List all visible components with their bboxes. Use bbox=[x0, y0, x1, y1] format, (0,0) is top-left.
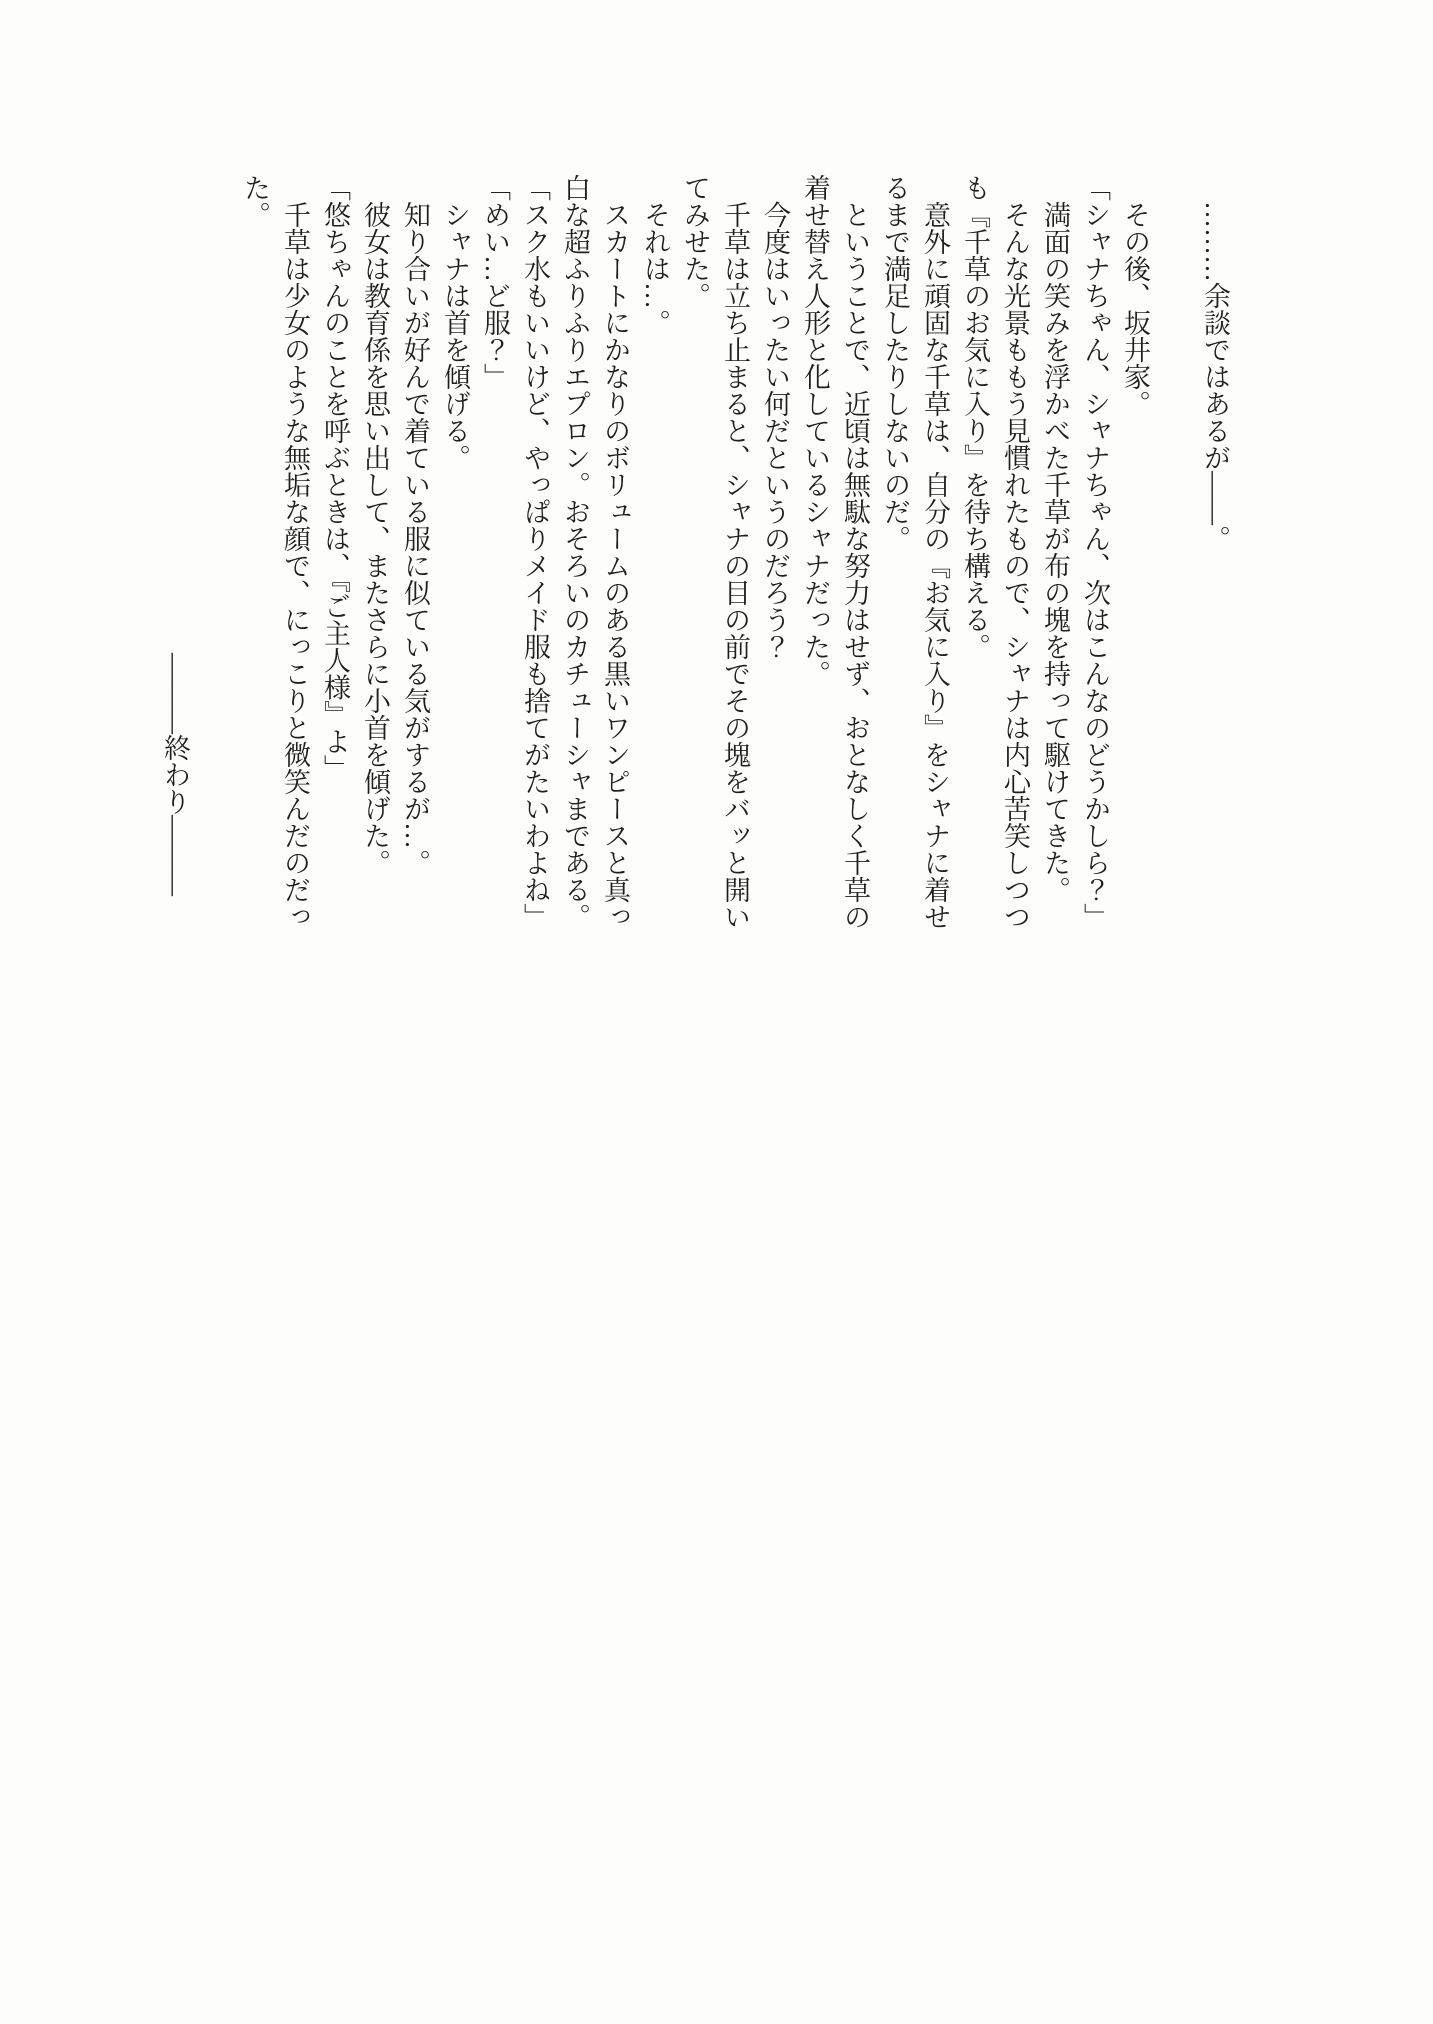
text-line: 千草は少女のような無垢な顔で、にっこりと微笑んだのだっ bbox=[280, 201, 310, 930]
text-line: 知り合いが好んで着ている服に似ている気がするが…。 bbox=[400, 201, 430, 876]
text-line: 「めい…ど服？」 bbox=[480, 174, 510, 390]
text-line: 意外に頑固な千草は、自分の『お気に入り』をシャナに着せ bbox=[920, 201, 950, 930]
text-line: 白な超ふりふりエプロン。おそろいのカチューシャまである。 bbox=[560, 174, 590, 930]
blank-line bbox=[1155, 174, 1195, 940]
text-line: ………余談ではあるが――。 bbox=[1200, 201, 1230, 552]
text-line: た。 bbox=[240, 174, 270, 228]
ending-line: ―――終わり――― bbox=[160, 653, 190, 896]
text-line: るまで満足したりしないのだ。 bbox=[880, 174, 910, 552]
text-line: も『千草のお気に入り』を待ち構える。 bbox=[960, 174, 990, 660]
text-line: 満面の笑みを浮かべた千草が布の塊を持って駆けてきた。 bbox=[1040, 201, 1070, 903]
text-line: スカートにかなりのボリュームのある黒いワンピースと真っ bbox=[600, 201, 630, 930]
text-block bbox=[155, 174, 1235, 940]
text-line: 千草は立ち止まると、シャナの目の前でその塊をバッと開い bbox=[720, 201, 750, 930]
text-line: シャナは首を傾げる。 bbox=[440, 201, 470, 471]
text-line: その後、坂井家。 bbox=[1120, 201, 1150, 417]
text-line: 今度はいったい何だというのだろう？ bbox=[760, 201, 790, 660]
text-line: そんな光景ももう見慣れたもので、シャナは内心苦笑しつつ bbox=[1000, 201, 1030, 930]
text-line: 着せ替え人形と化しているシャナだった。 bbox=[800, 174, 830, 687]
text-line: 「悠ちゃんのことを呼ぶときは、『ご主人様』よ」 bbox=[320, 174, 350, 782]
text-line: 「スク水もいいけど、やっぱりメイド服も捨てがたいわよね」 bbox=[520, 174, 550, 930]
text-line: 彼女は教育係を思い出して、またさらに小首を傾げた。 bbox=[360, 201, 390, 876]
text-line: 「シャナちゃん、シャナちゃん、次はこんなのどうかしら？」 bbox=[1080, 174, 1110, 930]
blank-line bbox=[195, 174, 235, 940]
text-line: てみせた。 bbox=[680, 174, 710, 309]
text-line: ということで、近頃は無駄な努力はせず、おとなしく千草の bbox=[840, 201, 870, 930]
text-line: それは…。 bbox=[640, 201, 670, 336]
